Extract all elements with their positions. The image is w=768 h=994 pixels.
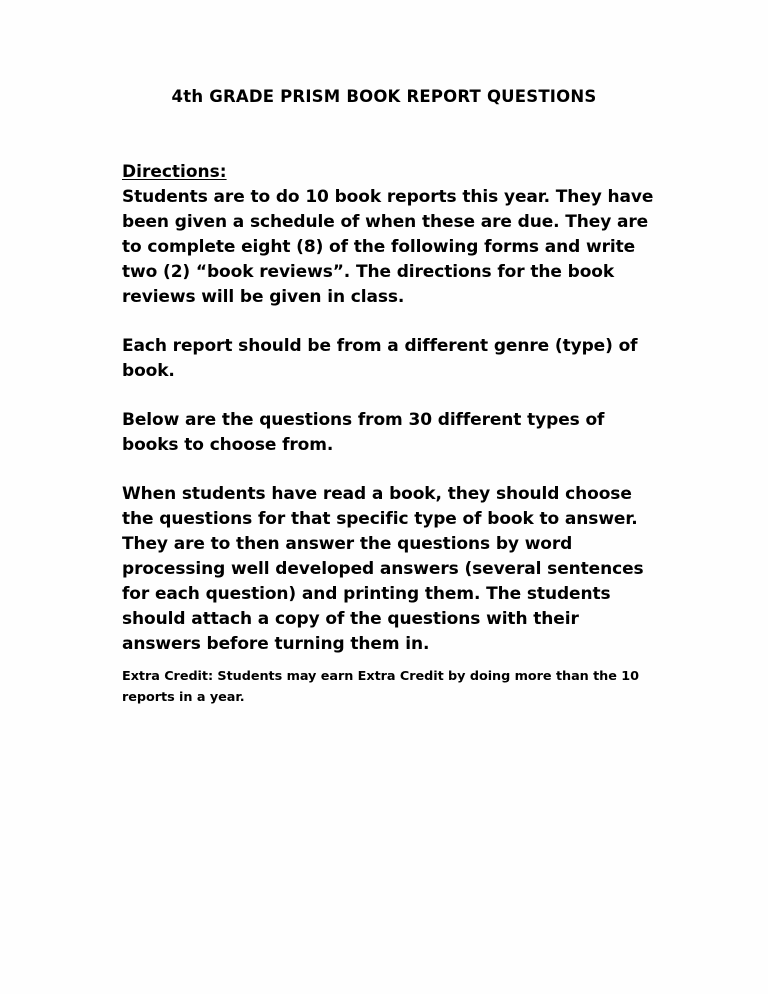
paragraph-requirements: Students are to do 10 book reports this year. They have been given a schedule of when these are due. They are to complete eight (8) of the following forms and write two (2) “book reviews”. The directions for the book reviews will be given in class. (122, 187, 654, 307)
paragraph-question-count: Below are the questions from 30 different types of books to choose from. (122, 410, 605, 455)
paragraph-spacer (122, 458, 662, 482)
page-title: 4th GRADE PRISM BOOK REPORT QUESTIONS (171, 87, 597, 106)
paragraph-spacer (122, 384, 662, 408)
directions-section (122, 160, 662, 657)
directions-heading: Directions: (122, 162, 227, 182)
paragraph-spacer (122, 310, 662, 334)
paragraph-genre: Each report should be from a different genre (type) of book. (122, 336, 638, 381)
extra-credit-note: Extra Credit: Students may earn Extra Credit by doing more than the 10 reports in a year. (122, 669, 639, 705)
directions-heading-line (122, 160, 662, 185)
paragraph-instructions: When students have read a book, they should choose the questions for that specific type of book to answer. They are to then answer the questions by word processing well developed answers (several sentences for each question) and printing them. The students should attach a copy of the questions with their answers before turning them in. (122, 484, 644, 654)
